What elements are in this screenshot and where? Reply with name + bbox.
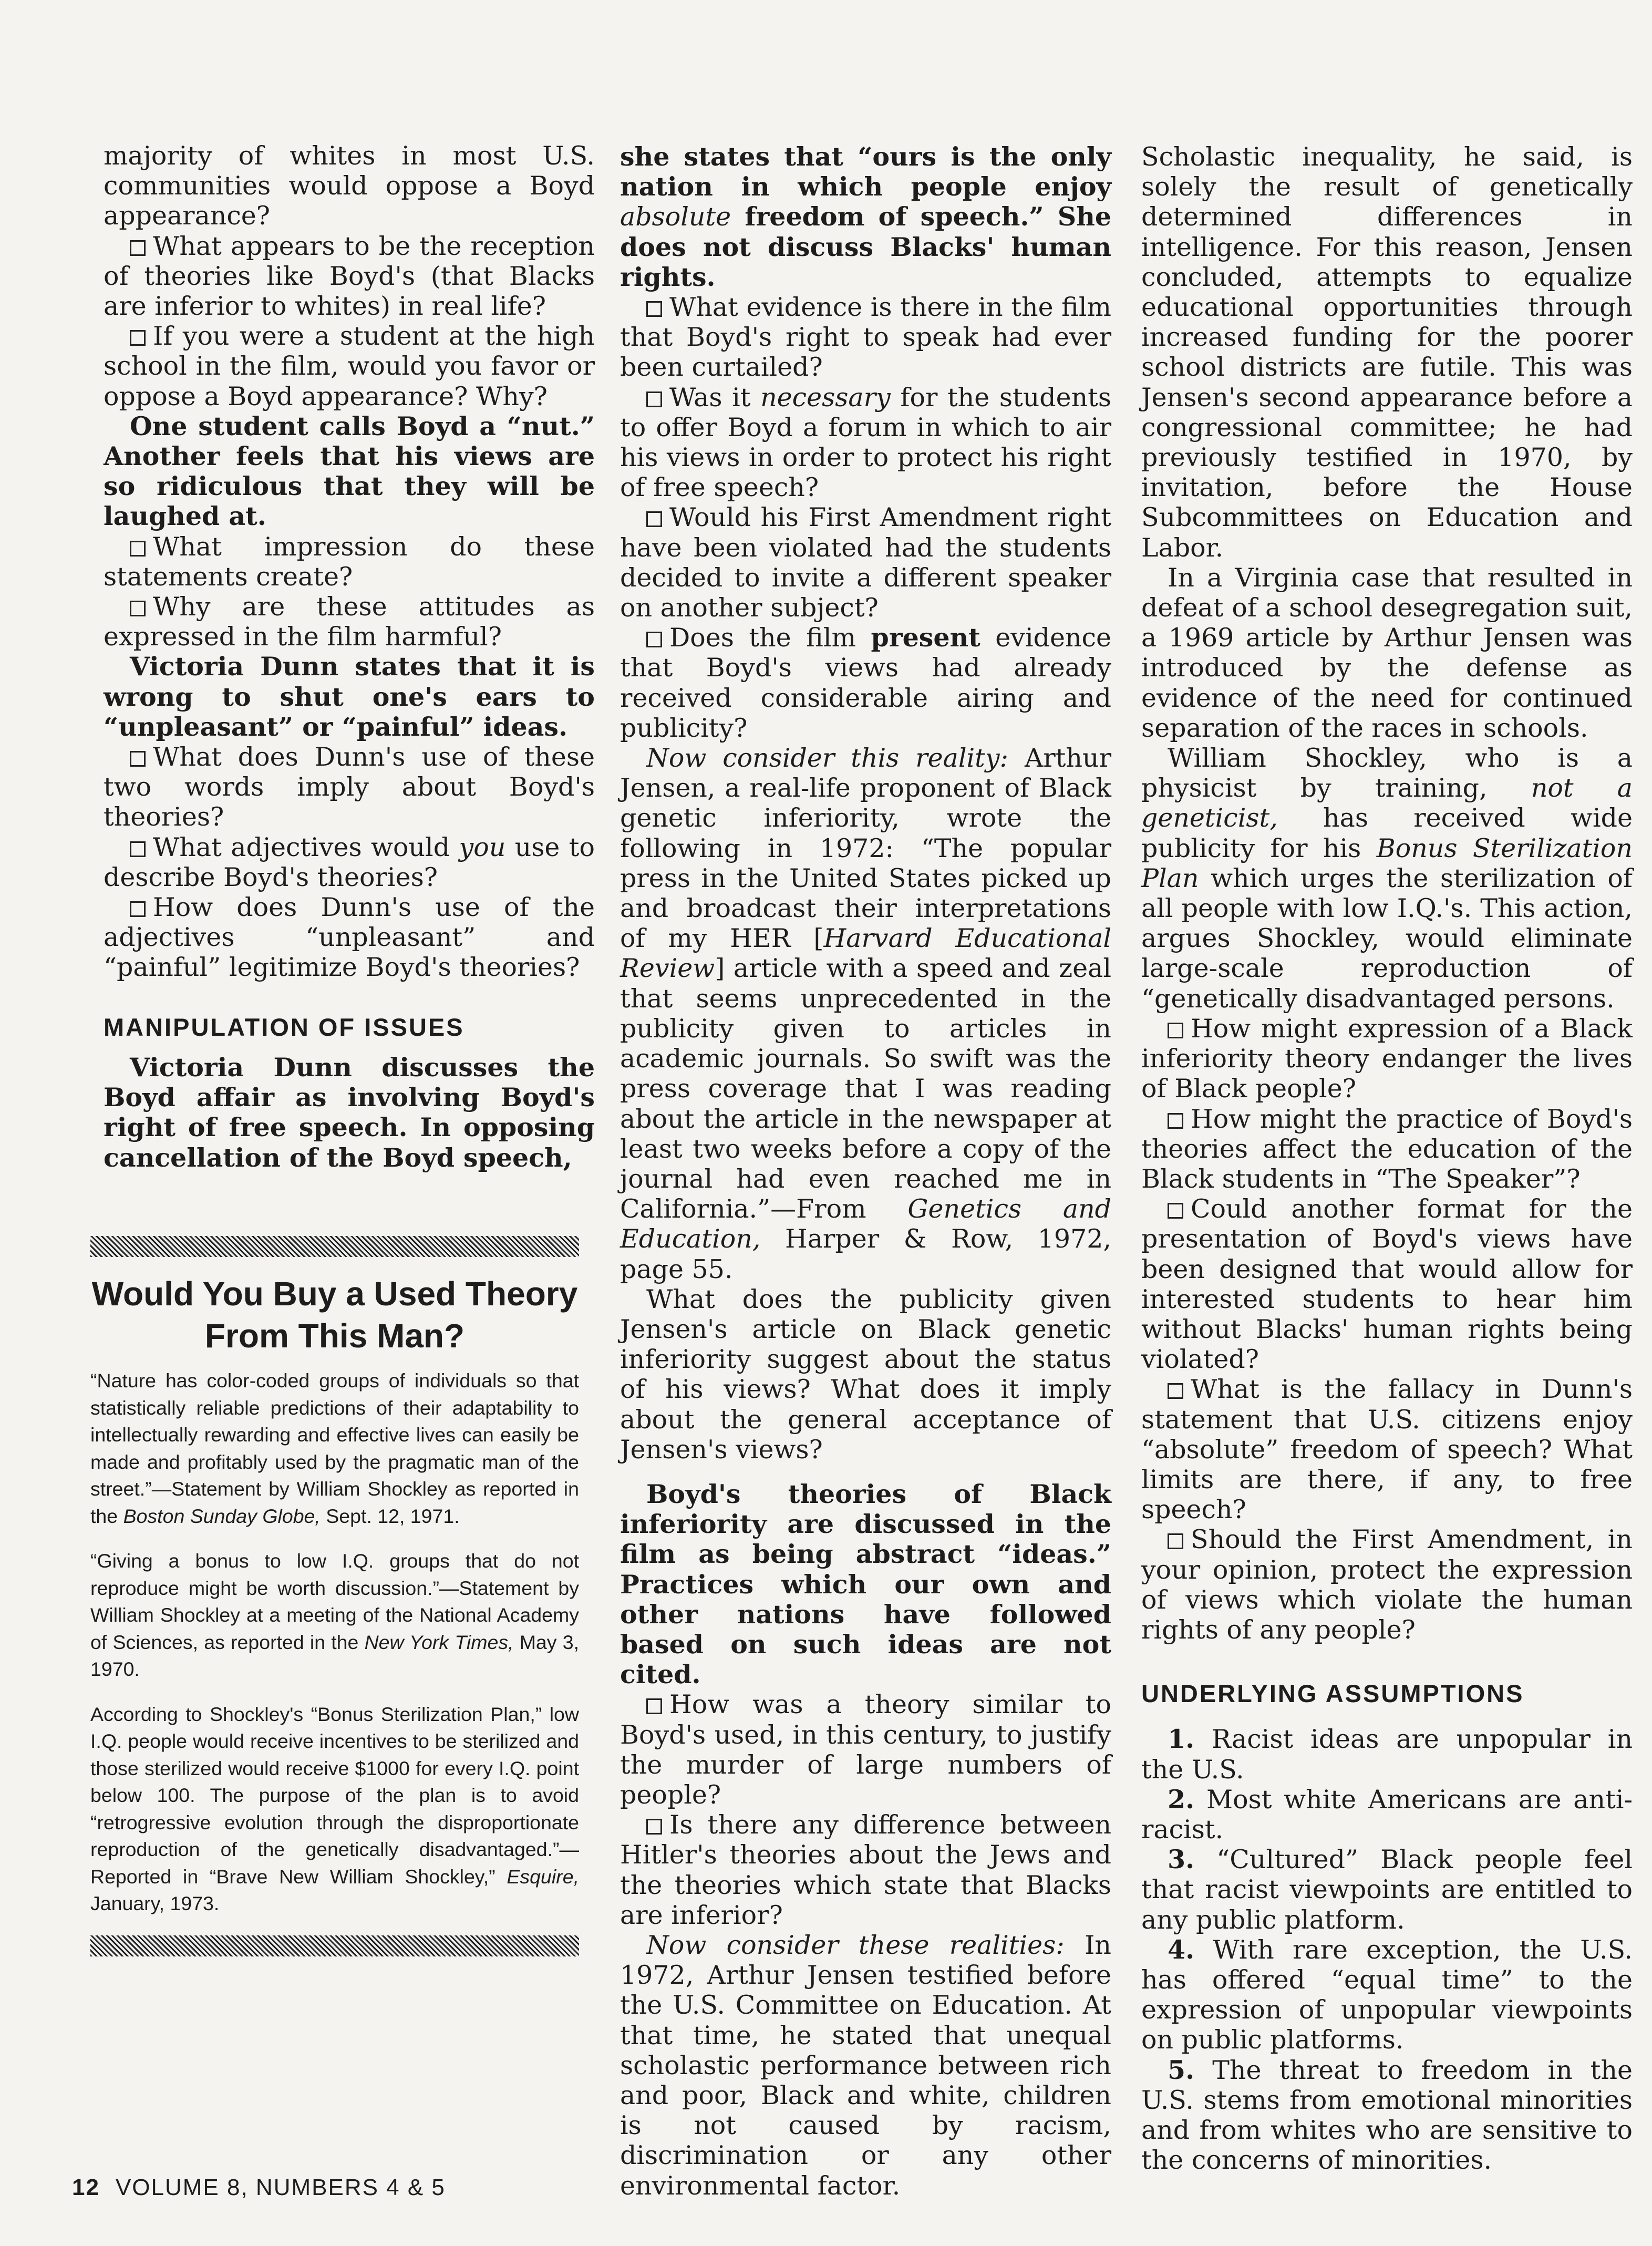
checkbox-icon [130, 240, 146, 256]
checkbox-icon [1168, 1533, 1183, 1549]
question: If you were a student at the high school in the film, would you favor or oppose a Boyd appearance? Why? [104, 321, 595, 411]
paragraph: In a Virginia case that resulted in defeat of a school desegregation suit, a 1969 article by Arthur Jensen was introduced by the defense as evidence of the need for continued separation of the races in schools. [1141, 562, 1633, 743]
page-number: 12 [72, 2175, 100, 2200]
bold-statement: she states that “ours is the only nation in which people enjoy absolute freedom of speech.” She does not discuss Blacks' human rights. [620, 141, 1111, 292]
bold-statement: Boyd's theories of Black inferiority are discussed in the film as being abstract “ideas.” Practices which our own and other nations have followed based on such ideas are not cited. [620, 1478, 1111, 1690]
bold-statement: Victoria Dunn discusses the Boyd affair as involving Boyd's right of free speech. In opposing cancellation of the Boyd speech, [104, 1052, 595, 1173]
question: What evidence is there in the film that Boyd's right to speak had ever been curtailed? [620, 292, 1111, 383]
question: Does the film present evidence that Boyd's views had already received considerable airing and publicity? [620, 622, 1111, 743]
question: How might the practice of Boyd's theories affect the education of the Black students in “The Speaker”? [1141, 1104, 1633, 1194]
checkbox-icon [1168, 1203, 1183, 1219]
question: Is there any difference between Hitler's theories about the Jews and the theories which state that Blacks are inferior? [620, 1810, 1111, 1930]
column-1 [104, 141, 595, 1173]
question: Should the First Amendment, in your opinion, protect the expression of views which violate the human rights of any people? [1141, 1524, 1633, 1645]
checkbox-icon [646, 391, 662, 407]
question: How might expression of a Black inferiority theory endanger the lives of Black people? [1141, 1013, 1633, 1104]
paragraph: Now consider this reality: Arthur Jensen, a real-life proponent of Black genetic inferiority, wrote the following in 1972: “The popular press in the United States picked up and broadcast their interpretations of my HER [Harvard Educational Review] article with a speed and zeal that seems unprecedented in the publicity given to articles in academic journals. So swift was the press coverage that I was reading about the article in the newspaper at least two weeks before a copy of the journal had even reached me in California.”—From Genetics and Education, Harper & Row, 1972, page 55. [620, 743, 1112, 1284]
quote: “Nature has color-coded groups of individuals so that statistically reliable predictions of their adaptability to intellectually rewarding and effective lives can easily be made and profitably used by the pragmatic man of the street.”—Statement by William Shockley as reported in the Boston Sunday Globe, Sept. 12, 1971. [90, 1369, 579, 1527]
question: What does Dunn's use of these two words imply about Boyd's theories? [104, 742, 595, 832]
paragraph: What does the publicity given Jensen's article on Black genetic inferiority suggest about the status of his views? What does it imply about the general acceptance of Jensen's views? [620, 1284, 1111, 1465]
checkbox-icon [646, 632, 662, 647]
checkbox-icon [130, 841, 146, 857]
paragraph: William Shockley, who is a physicist by training, not a geneticist, has received wide publicity for his Bonus Sterilization Plan which urges the sterilization of all people with low I.Q.'s. This action, argues Shockley, would eliminate large-scale reproduction of “genetically disadvantaged persons. [1141, 743, 1633, 1014]
question: What adjectives would you use to describe Boyd's theories? [104, 832, 595, 892]
checkbox-icon [130, 901, 146, 917]
checkbox-icon [646, 1698, 662, 1714]
assumption-list [1141, 1724, 1633, 2175]
column-3 [1141, 142, 1633, 2175]
checkbox-icon [130, 330, 146, 346]
section-heading: MANIPULATION OF ISSUES [104, 1013, 464, 1041]
sidebar-title: Would You Buy a Used Theory From This Man? [91, 1275, 578, 1355]
checkbox-icon [646, 301, 662, 317]
checkbox-icon [130, 751, 146, 767]
checkbox-icon [1168, 1383, 1183, 1399]
volume-label: VOLUME 8, NUMBERS 4 & 5 [115, 2175, 446, 2200]
list-item: 2. Most white Americans are anti-racist. [1141, 1784, 1633, 1845]
paragraph: Now consider these realities: In 1972, Arthur Jensen testified before the U.S. Committee on Education. At that time, he stated that unequal scholastic performance between rich and poor, Black and white, children is not caused by racism, discrimination or any other environmental factor. [620, 1930, 1111, 2201]
question: What impression do these statements create? [104, 531, 595, 592]
column-2 [620, 142, 1111, 2201]
checkbox-icon [646, 511, 662, 527]
paragraph: majority of whites in most U.S. communities would oppose a Boyd appearance? [104, 141, 595, 231]
question: What appears to be the reception of theories like Boyd's (that Blacks are inferior to whites) in real life? [104, 231, 595, 322]
question: Could another format for the presentation of Boyd's views have been designed that would allow for interested students to hear him without Blacks' human rights being violated? [1141, 1194, 1633, 1375]
hatch-rule-top [90, 1236, 579, 1257]
list-item: 3. “Cultured” Black people feel that racist viewpoints are entitled to any public platform. [1141, 1844, 1633, 1935]
sidebar-box [90, 1236, 579, 1956]
question: Why are these attitudes as expressed in the film harmful? [104, 592, 595, 652]
list-item: 4. With rare exception, the U.S. has offered “equal time” to the expression of unpopular viewpoints on public platforms. [1141, 1934, 1633, 2055]
checkbox-icon [130, 601, 146, 616]
checkbox-icon [1168, 1023, 1183, 1038]
section-heading: UNDERLYING ASSUMPTIONS [1141, 1680, 1524, 1708]
list-item: 5. The threat to freedom in the U.S. stems from emotional minorities and from whites who are sensitive to the concerns of minorities. [1141, 2054, 1633, 2176]
question: How does Dunn's use of the adjectives “unpleasant” and “painful” legitimize Boyd's theories? [104, 892, 595, 983]
question: Would his First Amendment right have been violated had the students decided to invite a different speaker on another subject? [620, 502, 1111, 623]
bold-statement: Victoria Dunn states that it is wrong to shut one's ears to “unpleasant” or “painful” ideas. [104, 651, 595, 742]
checkbox-icon [1168, 1113, 1183, 1129]
checkbox-icon [130, 541, 146, 557]
question: How was a theory similar to Boyd's used, in this century, to justify the murder of large numbers of people? [620, 1689, 1111, 1810]
bold-statement: One student calls Boyd a “nut.” Another feels that his views are so ridiculous that they will be laughed at. [104, 410, 595, 532]
quote: “Giving a bonus to low I.Q. groups that do not reproduce might be worth discussion.”—Statement by William Shockley at a meeting of the National Academy of Sciences, as reported in the New York Times, May 3, 1970. [90, 1550, 579, 1680]
question: What is the fallacy in Dunn's statement that U.S. citizens enjoy “absolute” freedom of speech? What limits are there, if any, to free speech? [1141, 1374, 1633, 1525]
paragraph: Scholastic inequality, he said, is solely the result of genetically determined differences in intelligence. For this reason, Jensen concluded, attempts to equalize educational opportunities through increased funding for the poorer school districts are futile. This was Jensen's second appearance before a congressional committee; he had previously testified in 1970, by invitation, before the House Subcommittees on Education and Labor. [1141, 142, 1633, 563]
hatch-rule-bottom [90, 1935, 579, 1956]
question: Was it necessary for the students to offer Boyd a forum in which to air his views in order to protect his right of free speech? [620, 382, 1112, 503]
checkbox-icon [646, 1819, 662, 1835]
page-footer [72, 2175, 446, 2201]
quote: According to Shockley's “Bonus Sterilization Plan,” low I.Q. people would receive incentives to be sterilized and those sterilized would receive $1000 for every I.Q. point below 100. The purpose of the plan is to avoid “retrogressive evolution through the disproportionate reproduction of the genetically disadvantaged.”—Reported in “Brave New William Shockley,” Esquire, January, 1973. [90, 1703, 579, 1914]
list-item: 1. Racist ideas are unpopular in the U.S. [1141, 1724, 1633, 1785]
